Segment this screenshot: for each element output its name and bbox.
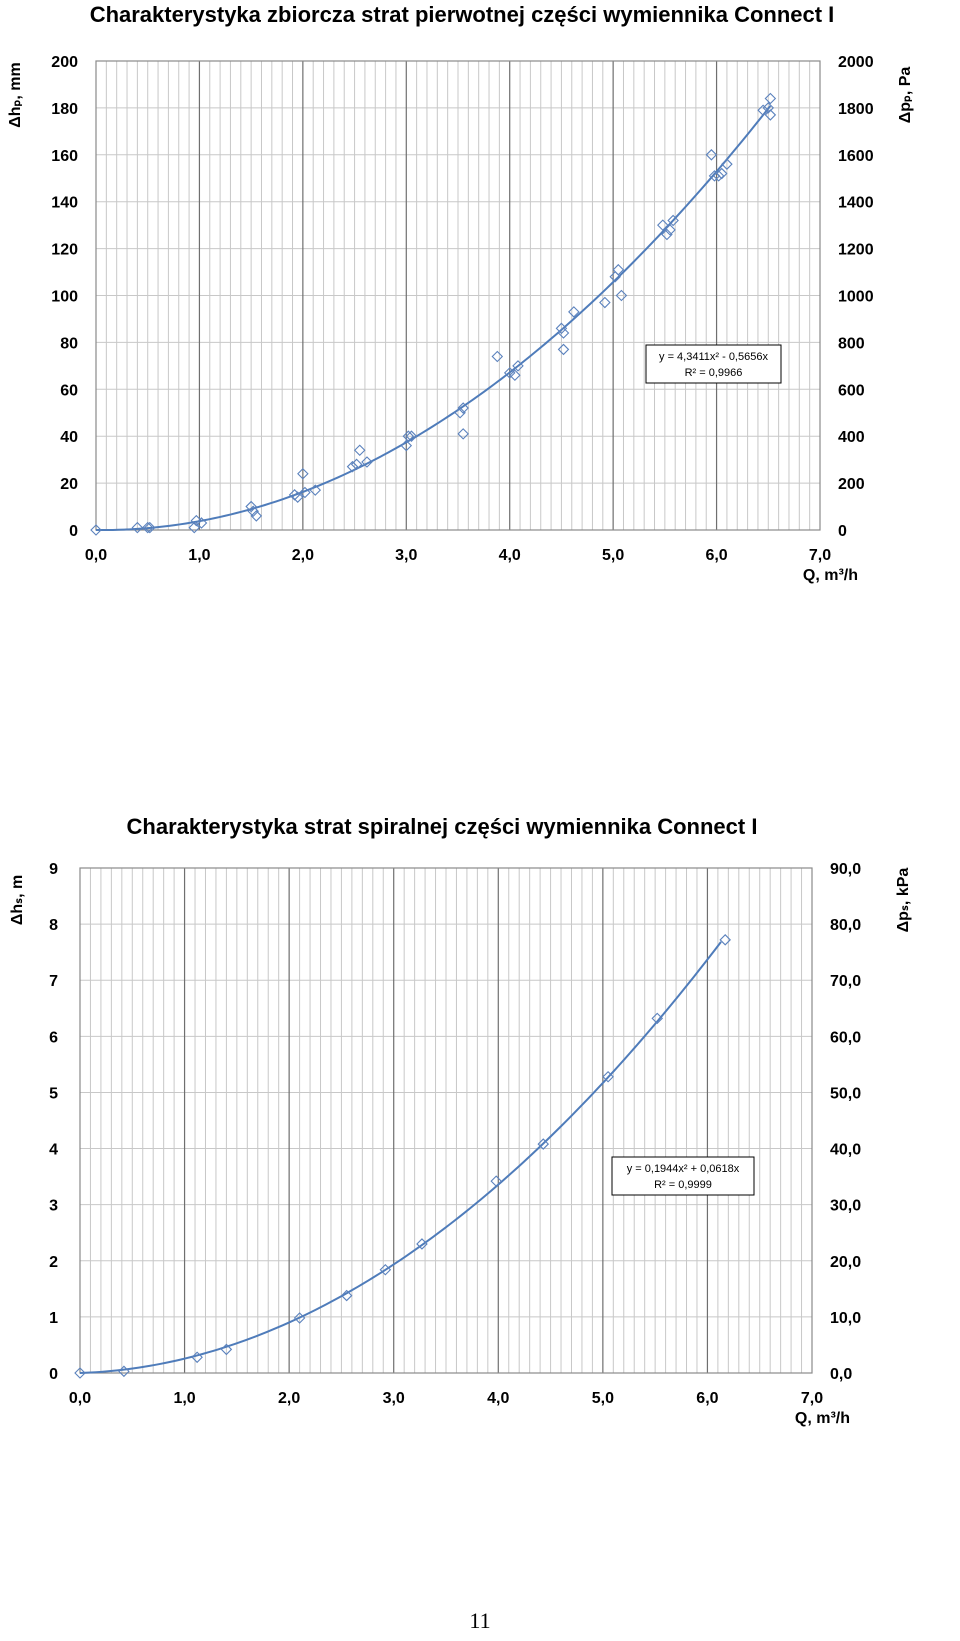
trend-equation: y = 4,3411x² - 0,5656x	[659, 351, 768, 363]
x-tick-label: 4,0	[487, 1390, 510, 1407]
y-tick-label: 100	[51, 288, 78, 306]
y-right-tick-label: 20,0	[830, 1253, 862, 1271]
x-axis-label: Q, m³/h	[794, 1410, 850, 1427]
y-right-tick-label: 1200	[838, 241, 874, 259]
y-right-tick-label: 50,0	[830, 1085, 862, 1103]
y-tick-label: 5	[49, 1085, 58, 1103]
y-right-axis-label: Δpₛ, kPa	[895, 867, 912, 933]
x-tick-label: 2,0	[291, 547, 314, 564]
x-tick-label: 3,0	[395, 547, 418, 564]
r-squared: R² = 0,9999	[654, 1179, 712, 1191]
y-axis-label: Δhₚ, mm	[7, 62, 24, 128]
chart-primary-losses	[0, 0, 960, 640]
x-tick-label: 1,0	[173, 1390, 196, 1407]
y-right-tick-label: 0	[838, 523, 847, 540]
y-tick-label: 0	[69, 523, 78, 540]
y-right-tick-label: 200	[838, 476, 865, 494]
y-right-tick-label: 40,0	[830, 1141, 862, 1159]
y-right-tick-label: 1000	[838, 288, 874, 306]
x-tick-label: 7,0	[800, 1390, 824, 1407]
x-tick-label: 7,0	[808, 547, 832, 564]
y-right-tick-label: 0,0	[830, 1366, 853, 1383]
x-tick-label: 1,0	[188, 547, 211, 564]
y-tick-label: 4	[49, 1141, 58, 1159]
x-tick-label: 6,0	[705, 547, 728, 564]
x-tick-label: 0,0	[84, 547, 108, 564]
y-right-tick-label: 800	[838, 335, 865, 353]
y-right-tick-label: 2000	[838, 54, 874, 71]
x-tick-label: 3,0	[382, 1390, 405, 1407]
y-right-tick-label: 80,0	[830, 917, 862, 935]
y-tick-label: 180	[51, 100, 78, 118]
page-number: 11	[469, 1608, 491, 1633]
y-tick-label: 60	[60, 382, 78, 400]
y-tick-label: 80	[60, 335, 78, 353]
y-axis-label: Δhₛ, m	[9, 874, 26, 926]
y-right-tick-label: 1600	[838, 147, 874, 165]
r-squared: R² = 0,9966	[684, 367, 743, 379]
y-tick-label: 1	[49, 1309, 58, 1327]
x-tick-label: 5,0	[591, 1390, 614, 1407]
y-tick-label: 120	[51, 241, 78, 259]
y-tick-label: 140	[51, 194, 78, 212]
y-right-tick-label: 60,0	[830, 1029, 862, 1047]
x-tick-label: 2,0	[278, 1390, 301, 1407]
y-tick-label: 160	[51, 147, 78, 165]
y-right-tick-label: 90,0	[830, 861, 862, 878]
y-tick-label: 200	[51, 54, 78, 71]
chart-title: Charakterystyka strat spiralnej części wymiennika Connect I	[126, 814, 758, 839]
y-tick-label: 2	[49, 1253, 58, 1271]
y-tick-label: 6	[49, 1029, 58, 1047]
x-tick-label: 4,0	[498, 547, 521, 564]
x-axis-label: Q, m³/h	[802, 567, 858, 584]
y-right-tick-label: 1400	[838, 194, 874, 212]
y-tick-label: 20	[60, 476, 78, 494]
y-right-axis-label: Δpₚ, Pa	[897, 66, 914, 124]
y-tick-label: 40	[60, 429, 78, 447]
x-tick-label: 0,0	[68, 1390, 92, 1407]
trend-equation: y = 0,1944x² + 0,0618x	[626, 1163, 740, 1175]
y-right-tick-label: 30,0	[830, 1197, 862, 1215]
y-tick-label: 3	[49, 1197, 58, 1215]
y-right-tick-label: 70,0	[830, 973, 862, 991]
y-tick-label: 9	[49, 861, 58, 878]
chart-primary-svg	[0, 0, 960, 640]
x-tick-label: 6,0	[696, 1390, 719, 1407]
chart-spiral-svg	[0, 814, 960, 1510]
y-right-tick-label: 400	[838, 429, 865, 447]
y-right-tick-label: 1800	[838, 100, 874, 118]
chart-title: Charakterystyka zbiorcza strat pierwotnej części wymiennika Connect I	[89, 2, 835, 27]
x-tick-label: 5,0	[602, 547, 625, 564]
y-tick-label: 8	[49, 917, 58, 935]
y-right-tick-label: 10,0	[830, 1309, 862, 1327]
y-right-tick-label: 600	[838, 382, 865, 400]
chart-spiral-losses	[0, 814, 960, 1510]
y-tick-label: 0	[49, 1366, 58, 1383]
y-tick-label: 7	[49, 973, 58, 991]
